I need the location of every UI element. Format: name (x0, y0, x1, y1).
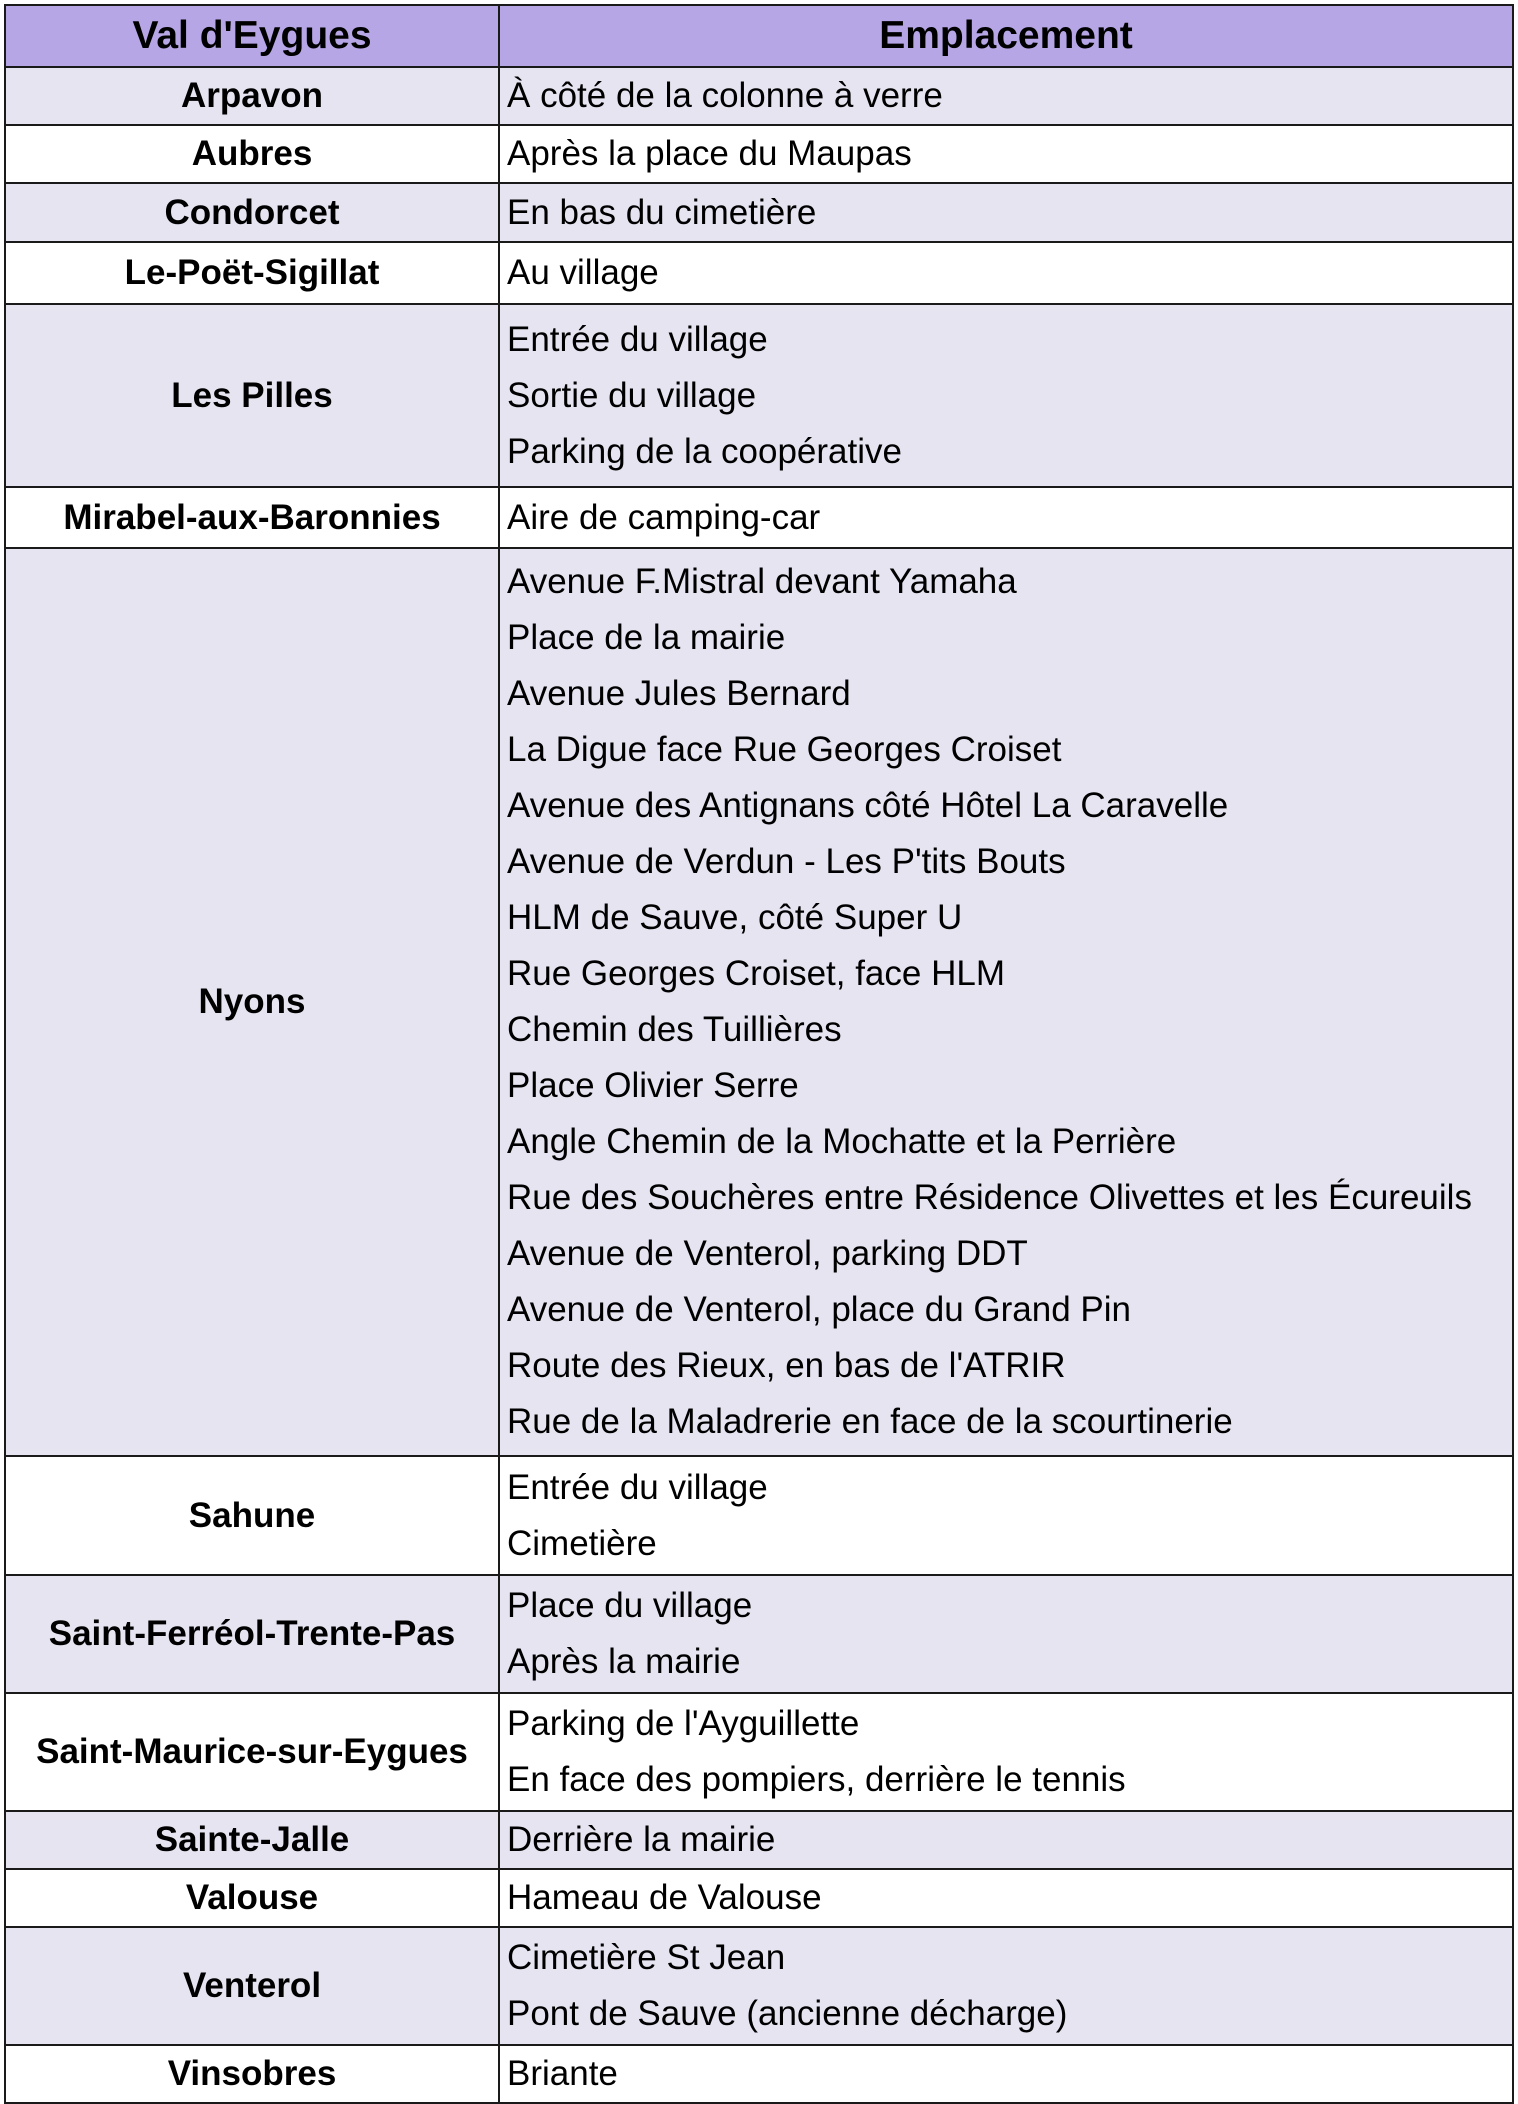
location-entry: Avenue des Antignans côté Hôtel La Caravelle (507, 786, 1229, 825)
location-entry: Entrée du village (507, 319, 768, 359)
location-entry: Place du village (507, 1586, 753, 1625)
commune-cell: Nyons (5, 548, 499, 1456)
commune-cell: Condorcet (5, 183, 499, 242)
location-entry: Avenue de Verdun - Les P'tits Bouts (507, 842, 1066, 881)
table-row (5, 125, 1513, 183)
commune-cell: Vinsobres (5, 2045, 499, 2103)
table-body (5, 67, 1513, 2103)
commune-cell: Sainte-Jalle (5, 1811, 499, 1869)
commune-cell: Venterol (5, 1927, 499, 2045)
location-cell (499, 125, 1513, 183)
location-entry: Rue des Souchères entre Résidence Olivettes et les Écureuils (507, 1178, 1472, 1217)
table-row (5, 1575, 1513, 1693)
location-entry: Hameau de Valouse (507, 1878, 822, 1917)
location-entry: Cimetière St Jean (507, 1938, 786, 1977)
location-entry: HLM de Sauve, côté Super U (507, 898, 963, 937)
table-row (5, 2045, 1513, 2103)
location-cell (499, 548, 1513, 1456)
table-row (5, 304, 1513, 487)
location-entry: Aire de camping-car (507, 497, 821, 537)
location-entry: Après la mairie (507, 1642, 741, 1681)
location-entry: Entrée du village (507, 1467, 768, 1507)
location-entry: Avenue F.Mistral devant Yamaha (507, 562, 1017, 601)
location-cell (499, 1575, 1513, 1693)
location-cell (499, 1693, 1513, 1811)
commune-cell: Aubres (5, 125, 499, 183)
location-entry: Briante (507, 2054, 618, 2093)
location-entry: Place Olivier Serre (507, 1066, 799, 1105)
location-cell (499, 242, 1513, 304)
table-row (5, 1693, 1513, 1811)
commune-column-header: Val d'Eygues (5, 5, 499, 67)
commune-cell: Mirabel-aux-Baronnies (5, 487, 499, 548)
header-row (5, 5, 1513, 67)
location-entry: À côté de la colonne à verre (507, 76, 943, 115)
location-entry: Rue de la Maladrerie en face de la scourtinerie (507, 1402, 1233, 1441)
commune-cell: Valouse (5, 1869, 499, 1927)
location-cell (499, 1811, 1513, 1869)
location-entry: En face des pompiers, derrière le tennis (507, 1760, 1126, 1799)
location-entry: Sortie du village (507, 375, 757, 415)
commune-cell: Le-Poët-Sigillat (5, 242, 499, 304)
table-row (5, 183, 1513, 242)
table-row (5, 1927, 1513, 2045)
location-entry: Derrière la mairie (507, 1820, 776, 1859)
locations-table (4, 4, 1514, 2104)
location-entry: Parking de la coopérative (507, 431, 902, 471)
table-row (5, 487, 1513, 548)
commune-cell: Saint-Maurice-sur-Eygues (5, 1693, 499, 1811)
location-cell (499, 1869, 1513, 1927)
table-row (5, 67, 1513, 125)
location-entry: Parking de l'Ayguillette (507, 1704, 860, 1743)
location-entry: Place de la mairie (507, 618, 786, 657)
table-row (5, 1869, 1513, 1927)
table-row (5, 242, 1513, 304)
locations-table-container (4, 4, 1512, 2098)
location-entry: Après la place du Maupas (507, 134, 912, 173)
location-cell (499, 67, 1513, 125)
commune-cell: Les Pilles (5, 304, 499, 487)
location-entry: Pont de Sauve (ancienne décharge) (507, 1994, 1068, 2033)
location-entry: Route des Rieux, en bas de l'ATRIR (507, 1346, 1066, 1385)
commune-cell: Sahune (5, 1456, 499, 1575)
location-cell (499, 304, 1513, 487)
location-cell (499, 183, 1513, 242)
location-entry: Chemin des Tuillières (507, 1010, 842, 1049)
table-row (5, 1811, 1513, 1869)
table-row (5, 1456, 1513, 1575)
location-cell (499, 1456, 1513, 1575)
commune-cell: Arpavon (5, 67, 499, 125)
location-entry: En bas du cimetière (507, 192, 817, 232)
location-cell (499, 487, 1513, 548)
location-entry: Rue Georges Croiset, face HLM (507, 954, 1005, 993)
location-entry: Avenue Jules Bernard (507, 674, 851, 713)
location-column-header: Emplacement (499, 5, 1513, 67)
location-entry: Au village (507, 253, 659, 292)
location-entry: Avenue de Venterol, place du Grand Pin (507, 1290, 1131, 1329)
location-entry: Cimetière (507, 1523, 657, 1563)
location-entry: Avenue de Venterol, parking DDT (507, 1234, 1028, 1273)
location-cell (499, 1927, 1513, 2045)
commune-cell: Saint-Ferréol-Trente-Pas (5, 1575, 499, 1693)
location-entry: Angle Chemin de la Mochatte et la Perrière (507, 1122, 1177, 1161)
location-cell (499, 2045, 1513, 2103)
table-row (5, 548, 1513, 1456)
location-entry: La Digue face Rue Georges Croiset (507, 730, 1062, 769)
